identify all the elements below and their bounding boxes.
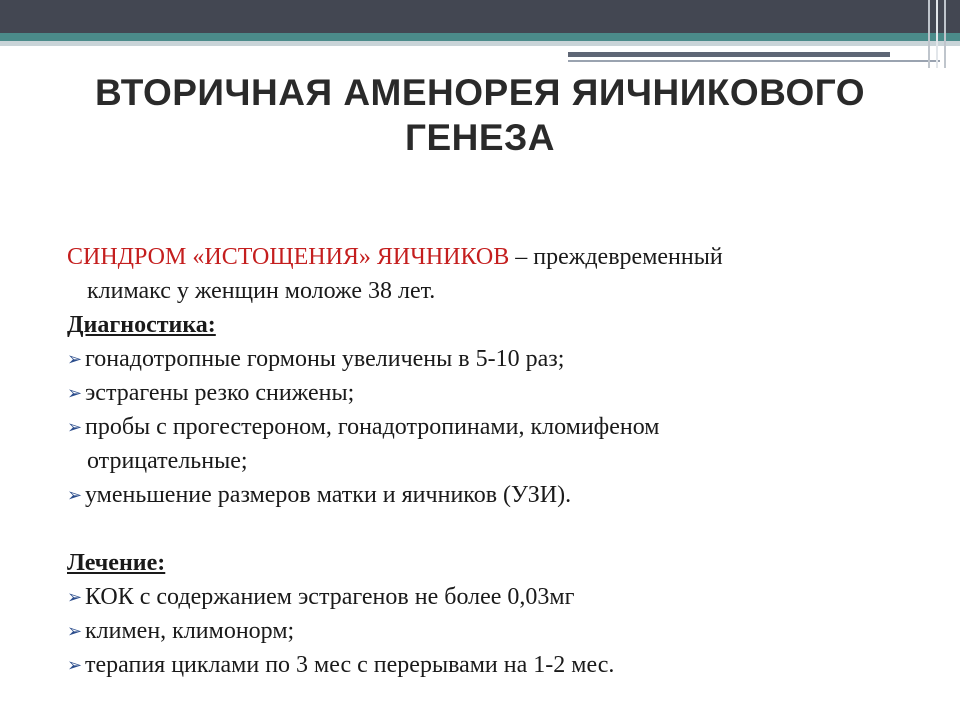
list-item-text: пробы с прогестероном, гонадотропинами, кломифеном: [85, 414, 660, 440]
arrow-bullet-icon: ➢: [67, 587, 83, 607]
list-item-text: терапия циклами по 3 мес с перерывами на 1-2 мес.: [85, 652, 615, 678]
list-item: [67, 648, 917, 682]
diagnostics-heading: Диагностика:: [67, 312, 216, 338]
list-item-text: эстрагены резко снижены;: [85, 380, 355, 406]
slide-body: [67, 240, 917, 682]
intro-text: – преждевременный: [509, 244, 723, 270]
list-item: [67, 376, 917, 410]
header-bar: [0, 0, 960, 33]
spacer: [67, 512, 917, 546]
header-light-bar: [0, 41, 960, 46]
list-item: [67, 614, 917, 648]
list-item: [67, 478, 917, 512]
arrow-bullet-icon: ➢: [67, 383, 83, 403]
title-line-1: ВТОРИЧНАЯ АМЕНОРЕЯ ЯИЧНИКОВОГО: [94, 72, 865, 113]
slide-title: [40, 70, 920, 160]
decorative-vertical-line: [928, 0, 930, 68]
arrow-bullet-icon: ➢: [67, 485, 83, 505]
list-item-continuation: отрицательные;: [87, 448, 248, 474]
arrow-bullet-icon: ➢: [67, 349, 83, 369]
decorative-vertical-line: [936, 0, 938, 68]
intro-line: [67, 240, 917, 274]
intro-continuation: климакс у женщин моложе 38 лет.: [87, 278, 436, 304]
decorative-line-thin: [568, 60, 940, 62]
arrow-bullet-icon: ➢: [67, 655, 83, 675]
arrow-bullet-icon: ➢: [67, 621, 83, 641]
decorative-vertical-line: [944, 0, 946, 68]
list-item-text: уменьшение размеров матки и яичников (УЗИ).: [85, 482, 572, 508]
list-item-text: КОК с содержанием эстрагенов не более 0,03мг: [85, 584, 575, 610]
decorative-line: [568, 52, 890, 57]
list-item: [67, 580, 917, 614]
syndrome-name: СИНДРОМ «ИСТОЩЕНИЯ» ЯИЧНИКОВ: [67, 244, 510, 270]
arrow-bullet-icon: ➢: [67, 417, 83, 437]
list-item: [67, 410, 917, 444]
list-item-text: климен, климонорм;: [85, 618, 295, 644]
header-accent-bar: [0, 33, 960, 41]
treatment-heading: Лечение:: [67, 550, 166, 576]
list-item-text: гонадотропные гормоны увеличены в 5-10 раз;: [85, 346, 565, 372]
list-item: [67, 342, 917, 376]
title-line-2: ГЕНЕЗА: [405, 117, 555, 158]
